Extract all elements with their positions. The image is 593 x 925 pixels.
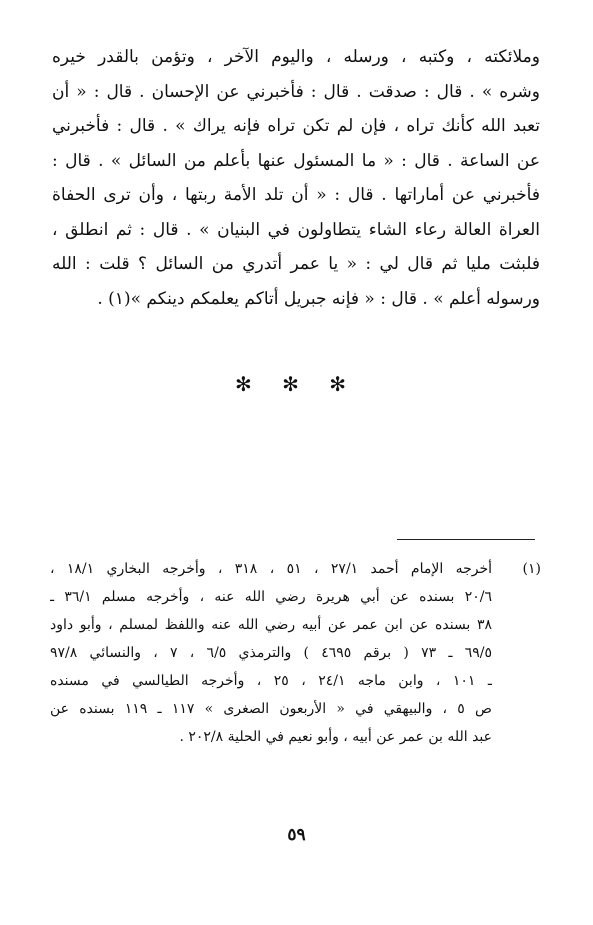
footnote-line: ص ٥ ، والبيهقي في « الأربعون الصغرى » ١١٧ ـ ١١٩ بسنده عن [50,701,492,717]
main-text-line: عن الساعة . قال : « ما المسئول عنها بأعلم من السائل » . قال : [52,150,540,171]
footnote-divider [397,539,535,540]
main-text-line: تعبد الله كأنك تراه ، فإن لم تكن تراه فإنه يراك » . قال : فأخبرني [52,116,540,136]
footnote-line: ـ ١٠١ ، وابن ماجه ٢٤/١ ، ٢٥ ، وأخرجه الطيالسي في مسنده [50,673,492,689]
main-text-line: العراة العالة رعاء الشاء يتطاولون في البنيان » . قال : ثم انطلق ، [52,219,540,240]
section-separator: ✻ ✻ ✻ [235,372,358,396]
main-text-block [52,40,540,316]
page-number: ٥٩ [287,825,306,845]
main-text-line: وملائكته ، وكتبه ، ورسله ، واليوم الآخر ، وتؤمن بالقدر خيره [52,47,540,67]
footnote-line: ٢٠/٦ بسنده عن أبي هريرة رضي الله عنه ، وأخرجه مسلم ٣٦/١ ـ [50,589,492,605]
footnote-line: ٦٩/٥ ـ ٧٣ ( برقم ٤٦٩٥ ) والترمذي ٦/٥ ، ٧ ، والنسائي ٩٧/٨ [50,645,492,661]
main-text-line: فأخبرني عن أماراتها . قال : « أن تلد الأمة ربتها ، وأن ترى الحفاة [52,185,540,205]
main-text-line: فلبثت مليا ثم قال لي : « يا عمر أتدري من السائل ؟ قلت : الله [52,254,540,274]
footnote-line: ٣٨ بسنده عن ابن عمر عن أبيه رضي الله عنه واللفظ لمسلم ، وأبو داود [50,617,492,633]
footnote-line: عبد الله بن عمر عن أبيه ، وأبو نعيم في الحلية ٢٠٢/٨ . [179,729,492,745]
main-text-line: ورسوله أعلم » . قال : « فإنه جبريل أتاكم يعلمكم دينكم »(١) . [97,288,540,309]
main-text-line: وشره » . قال : صدقت . قال : فأخبرني عن الإحسان . قال : « أن [52,81,540,102]
footnote-marker: (١) [522,561,541,577]
footnote-text-block [50,555,492,751]
footnote-line: أخرجه الإمام أحمد ٢٧/١ ، ٥١ ، ٣١٨ ، وأخرجه البخاري ١٨/١ ، [50,561,492,577]
